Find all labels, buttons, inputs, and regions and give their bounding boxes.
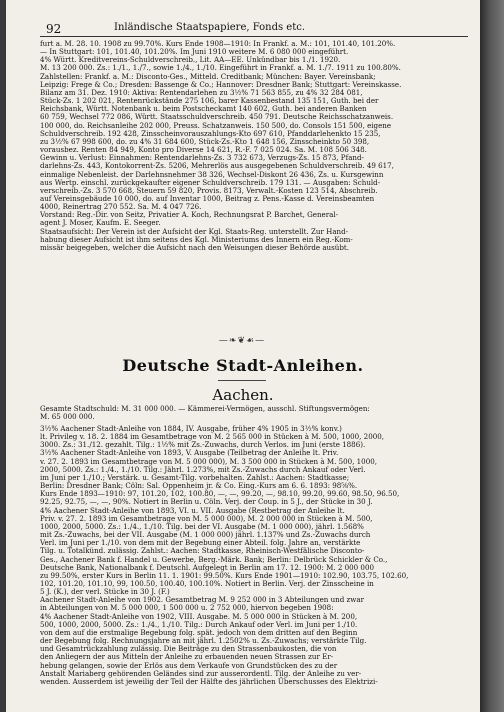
header-rule — [40, 36, 468, 37]
section-title: Deutsche Stadt-Anleihen. — [122, 356, 364, 375]
total-debt-line: Gesamte Stadtschuld: M. 31 000 000. — Kämmerei-Vermögen, ausschl. Stiftungsvermögen: M. 65 000 000. — [40, 404, 370, 422]
running-head: Inländische Staatspapiere, Fonds etc. — [114, 22, 306, 33]
text-block-wuerttemberg-kreditverein: furt a. M. 28. 10. 1908 zu 99.70%. Kurs Ende 1908—1910: In Frankf. a. M.: 101, 101.40, 101.20%. — In Stuttgart: 101, 101.40, 101.20%. Im Juni 1910 weitere M. 6 080 000 eingeführt. 4% Württ. Kreditvereins-Schuldverschreib., Lit. AA—EE. Unkündbar bis 1./1. 1920. M. 13 200 000. Zs.: 1./1., 1./7., sowie 1./4., 1./10. Eingeführt in Frankf. a. M. 1./7. 1911 zu 100.80%. Zahlstellen: Frankf. a. M.: Disconto-Ges., Mitteld. Creditbank; München: Bayer. Vereinsbank; Leipzig: Frege & Co.; Dresden: Bassenge & Co.; Hannover: Dresdner Bank; Stuttgart: Vereinskasse. Bilanz am 31. Dez. 1910: Aktiva: Rentendarlehen zu 3½% 71 563 855, zu 4% 32 284 081, Stück-Zs. 1 202 021, Rentenrückstände 275 106, barer Kassenbestand 135 151, Guth. bei der Reichsbank, Württ. Notenbank u. beim Postscheckamt 140 602, Guth. bei anderen Banken 60 759, Wechsel 772 086, Württ. Staatsschuldverschreib. 450 791. Deutsche Reichsschatzanweis. 100 000, do. Reichsanleihe 202 000, Preuss. Schatzanweis. 150 500, do. Consols 151 500, eigene Schuldverschreib. 192 428, Zinsscheinvorauszahlungs-Kto 697 610, Pfanddarlehenkto 15 235, zu 3½% 67 998 600, do. zu 4% 31 684 600, Stück-Zs.-Kto 1 648 156, Zinsscheinkto 50 398, vorausbez. Renten 84 949, Konto pro Diverse 14 621, R.-F. 7 025 024. Sa. M. 108 506 348. Gewinn u. Verlust: Einnahmen: Rentendarlehns-Zs. 3 732 673, Verzugs-Zs. 15 873, Pfand- darlehns-Zs. 443, Kontokorrent-Zs. 5206, Mehrerlös aus ausgegebenen Schuldverschreib. 49 617, einmalige Nebenleist. der Darlehnsnehmer 38 326, Wechsel-Diskont 26 436, Zs. u. Kursgewinn aus Wertp. einschl. zurückgekaufter eigener Schuldverschreib. 179 131. — Ausgaben: Schuld- verschreib.-Zs. 3 570 668, Steuern 59 820, Provis. 8173, Verwalt.-Kosten 123 514, Abschreib. auf Vereinsgebäude 10 000, do. auf Inventar 1000, Beitrag z. Pens.-Kasse d. Vereinsbeamten 4000, Reinertrag 270 552. Sa. M. 4 047 726. Vorstand: Reg.-Dir. von Seitz, Privatier A. Koch, Rechnungsrat P. Barchet, General- agent J. Moser, Kaufm. E. Seeger. Staatsaufsicht: Der Verein ist der Aufsicht der Kgl. Staats-Reg. unterstellt. Zur Hand- habung dieser Aufsicht ist ihm seitens des Kgl. Ministeriums des Innern ein Reg.-Kom- missär beigegeben, welcher die Aufsicht nach den Weisungen dieser Behörde ausübt. — [40, 40, 402, 252]
document-page — [6, 0, 480, 712]
section-rule — [218, 380, 266, 381]
city-heading: Aachen. — [212, 386, 274, 404]
text-block-aachen-loans: 3½% Aachener Stadt-Anleihe von 1884, IV. Ausgabe, früher 4% 1905 in 3½% konv.) lt. Privileg v. 18. 2. 1884 im Gesamtbetrage von M. 2 565 000 in Stücken à M. 500, 1000, 2000, 3000. Zs.: 31./12. gezahlt. Tilg.: 1½% mit Zs.-Zuwachs, durch Verlos. im Juni (erste 1886). 3½% Aachener Stadt-Anleihe von 1893, V. Ausgabe (Teilbetrag der Anleihe lt. Priv. v. 27. 2. 1893 im Gesamtbetrage von M. 5 000 000), M. 3 500 000 in Stücken à M. 500, 1000, 2000, 5000. Zs.: 1./4., 1./10. Tilg.: Jährl. 1.273%, mit Zs.-Zuwachs durch Ankauf oder Verl. im Juni per 1./10.; Verstärk. u. Gesamt-Tilg. vorbehalten. Zahlst.: Aachen: Stadtkasse; Berlin: Dresdner Bank; Cöln: Sal. Oppenheim jr. & Co. Eing.-Kurs am 6. 6. 1893: 98⅝%. Kurs Ende 1893—1910: 97, 101.20, 102, 100.80, —, —, 99.20, —, 98.10, 99.20, 99.60, 98.50, 96.50, 92.25, 92.75, —, —, 90%. Notiert in Berlin u. Cöln. Verj. der Coup. in 5 J., der Stücke in 30 J. 4% Aachener Stadt-Anleihe von 1893, VI. u. VII. Ausgabe (Restbetrag der Anleihe lt. Priv. v. 27. 2. 1893 im Gesamtbetrage von M. 5 000 000), M. 2 000 000 in Stücken à M. 500, 1000, 2000, 5000. Zs.: 1./4., 1./10. Tilg. bei der VI. Ausgabe (M. 1 000 000), jährl. 1.568% mit Zs.-Zuwachs, bei der VII. Ausgabe (M. 1 000 000) jährl. 1.137% und Zs.-Zuwachs durch Verl. im Juni per 1./10. von dem mit der Begebung einer Abteil. folg. Jahre an, verstärkte Tilg. u. Totalkünd. zulässig. Zahlst.: Aachen: Stadtkasse, Rheinisch-Westfälische Disconto- Ges., Aachener Bank f. Handel u. Gewerbe, Berg.-Märk. Bank; Berlin: Delbrück Schickler & Co., Deutsche Bank, Nationalbank f. Deutschl. Aufgelegt in Berlin am 17. 12. 1900: M. 2 000 000 zu 99.50%, erster Kurs in Berlin 11. 1. 1901: 99.50%. Kurs Ende 1901—1910: 102.90, 103.75, 102.60, 102, 101.20, 101.10, 99, 100.50, 100.40, 100.10%. Notiert in Berlin. Verj. der Zinsscheine in 5 J. (K.), der verl. Stücke in 30 J. (F.) Aachener Stadt-Anleihe von 1902. Gesamtbetrag M. 9 252 000 in 3 Abteilungen und zwar in Abteilungen von M. 5 000 000, 1 500 000 u. 2 752 000, hiervon begeben 1908: 4% Aachener Stadt-Anleihe von 1902, VIII. Ausgabe. M. 5 000 000 in Stücken à M. 200, 500, 1000, 2000, 5000. Zs.: 1./4., 1./10. Tilg.: Durch Ankauf oder Verl. im Juni per 1./10. von dem auf die erstmalige Begebung folg. spät. jedoch von dem dritten auf den Beginn der Begebung folg. Rechnungsjahre an mit jährl. 1.2502% u. Zs.-Zuwachs; verstärkte Tilg. und Gesamtrückzahlung zulässig. Die Beiträge zu den Strassenbaukosten, die von den Anliegern der aus Mitteln der Anleihe zu erbauenden neuen Strassen zur Er- hebung gelangen, sowie der Erlös aus dem Verkaufe von Grundstücken des zu der Anstalt Mariaberg gehörenden Geländes sind zur ausserordentl. Tilg. der Anleihe zu ver- wenden. Ausserdem ist jeweilig der Teil der Hälfte des jährlichen Überschusses des Elektrizi- — [40, 425, 409, 686]
page-number: 92 — [46, 22, 62, 36]
book-gutter — [480, 0, 504, 712]
ornament-divider: —❧❦☙— — [218, 336, 266, 346]
